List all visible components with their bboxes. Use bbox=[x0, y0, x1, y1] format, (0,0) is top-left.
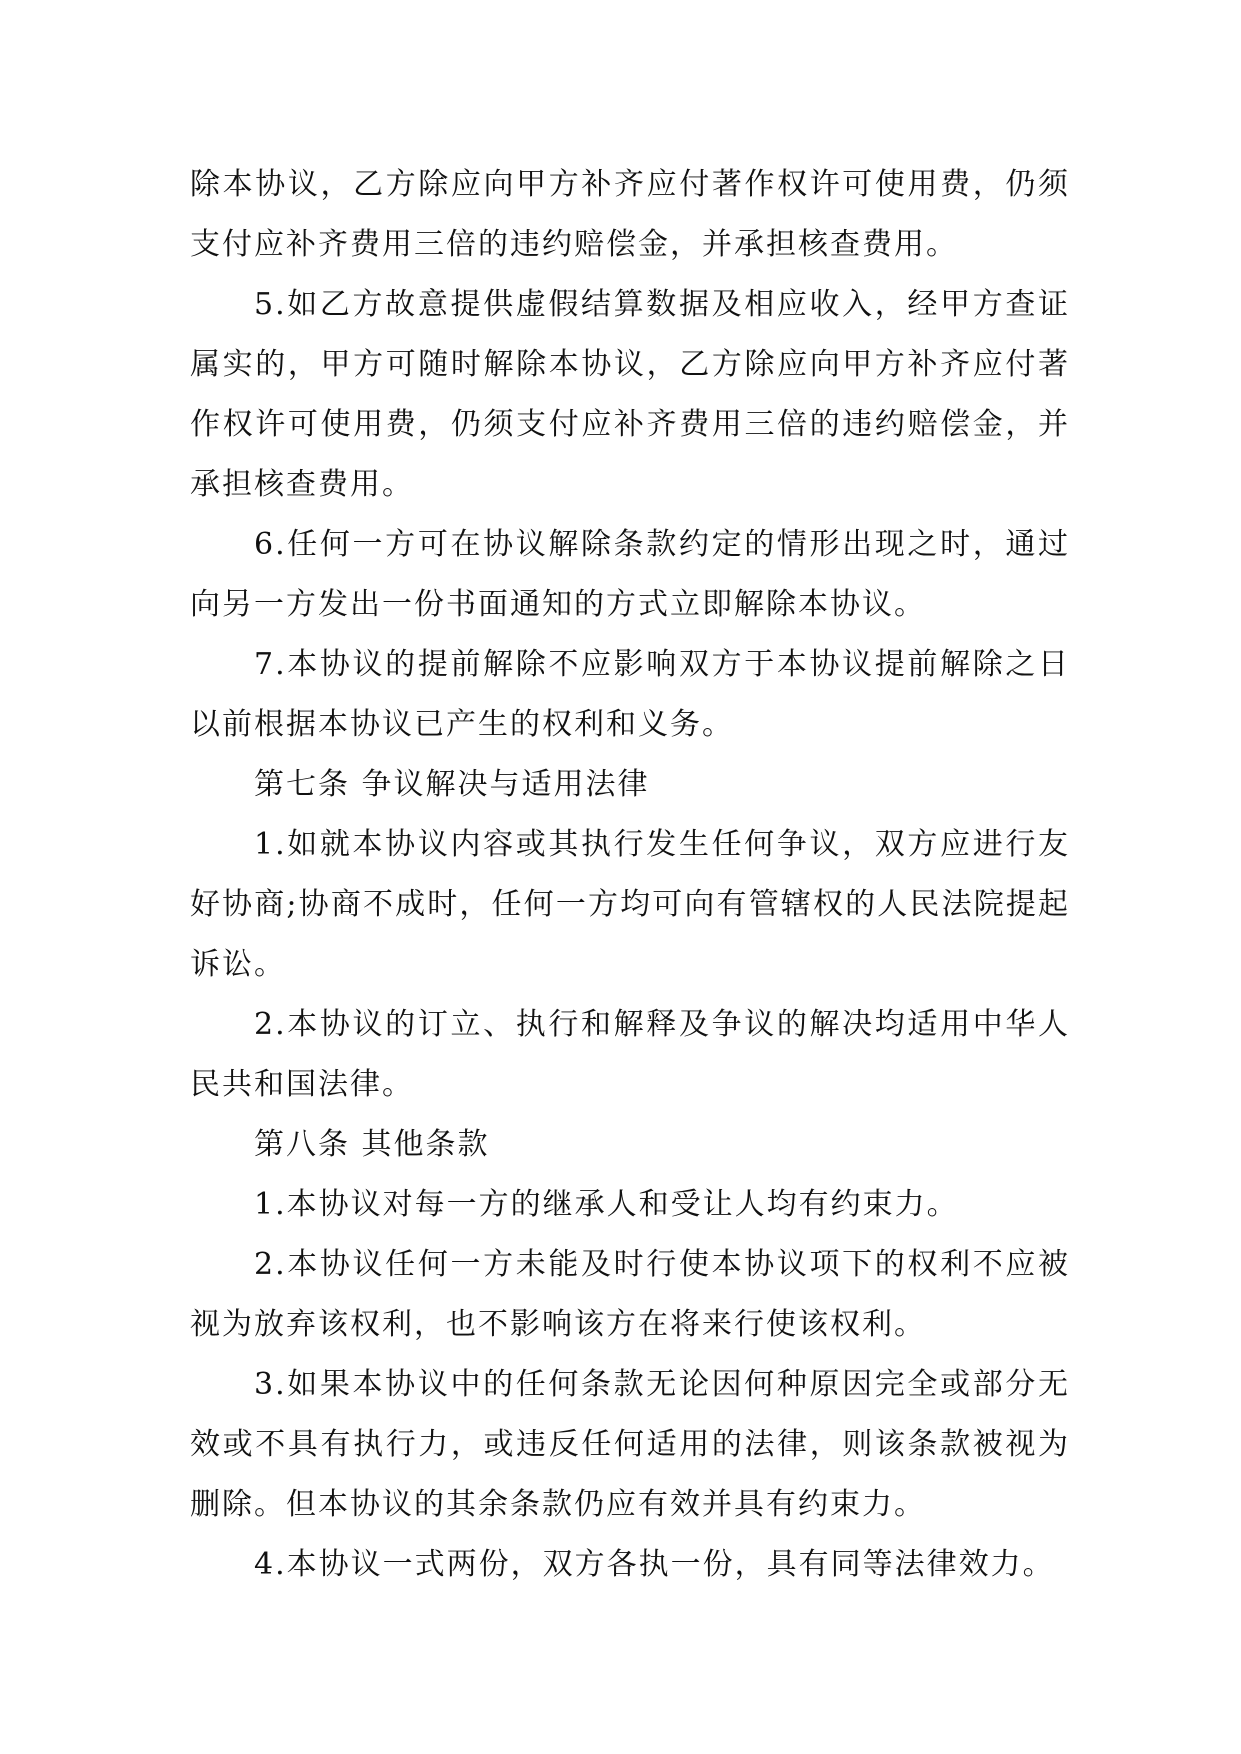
paragraph-article-7-clause-1: 1.如就本协议内容或其执行发生任何争议，双方应进行友好协商;协商不成时，任何一方均可向有管辖权的人民法院提起诉讼。 bbox=[190, 827, 1070, 982]
paragraph-article-8-clause-1: 1.本协议对每一方的继承人和受让人均有约束力。 bbox=[254, 1187, 959, 1222]
paragraph-clause-5: 5.如乙方故意提供虚假结算数据及相应收入，经甲方查证属实的，甲方可随时解除本协议，乙方除应向甲方补齐应付著作权许可使用费，仍须支付应补齐费用三倍的违约赔偿金，并承担核查费用。 bbox=[190, 287, 1070, 502]
paragraph-clause-7: 7.本协议的提前解除不应影响双方于本协议提前解除之日以前根据本协议已产生的权利和义务。 bbox=[190, 647, 1070, 742]
paragraph-clause-6: 6.任何一方可在协议解除条款约定的情形出现之时，通过向另一方发出一份书面通知的方式立即解除本协议。 bbox=[190, 527, 1070, 622]
document-body bbox=[190, 155, 1070, 1595]
section-heading-article-7: 第七条 争议解决与适用法律 bbox=[254, 767, 650, 802]
paragraph-article-8-clause-2: 2.本协议任何一方未能及时行使本协议项下的权利不应被视为放弃该权利，也不影响该方在将来行使该权利。 bbox=[190, 1247, 1070, 1342]
paragraph-article-8-clause-3: 3.如果本协议中的任何条款无论因何种原因完全或部分无效或不具有执行力，或违反任何适用的法律，则该条款被视为删除。但本协议的其余条款仍应有效并具有约束力。 bbox=[190, 1367, 1070, 1522]
paragraph-article-7-clause-2: 2.本协议的订立、执行和解释及争议的解决均适用中华人民共和国法律。 bbox=[190, 1007, 1070, 1102]
paragraph-article-8-clause-4: 4.本协议一式两份，双方各执一份，具有同等法律效力。 bbox=[254, 1547, 1055, 1582]
paragraph-continuation: 除本协议，乙方除应向甲方补齐应付著作权许可使用费，仍须支付应补齐费用三倍的违约赔偿金，并承担核查费用。 bbox=[190, 167, 1070, 262]
section-heading-article-8: 第八条 其他条款 bbox=[254, 1127, 490, 1162]
